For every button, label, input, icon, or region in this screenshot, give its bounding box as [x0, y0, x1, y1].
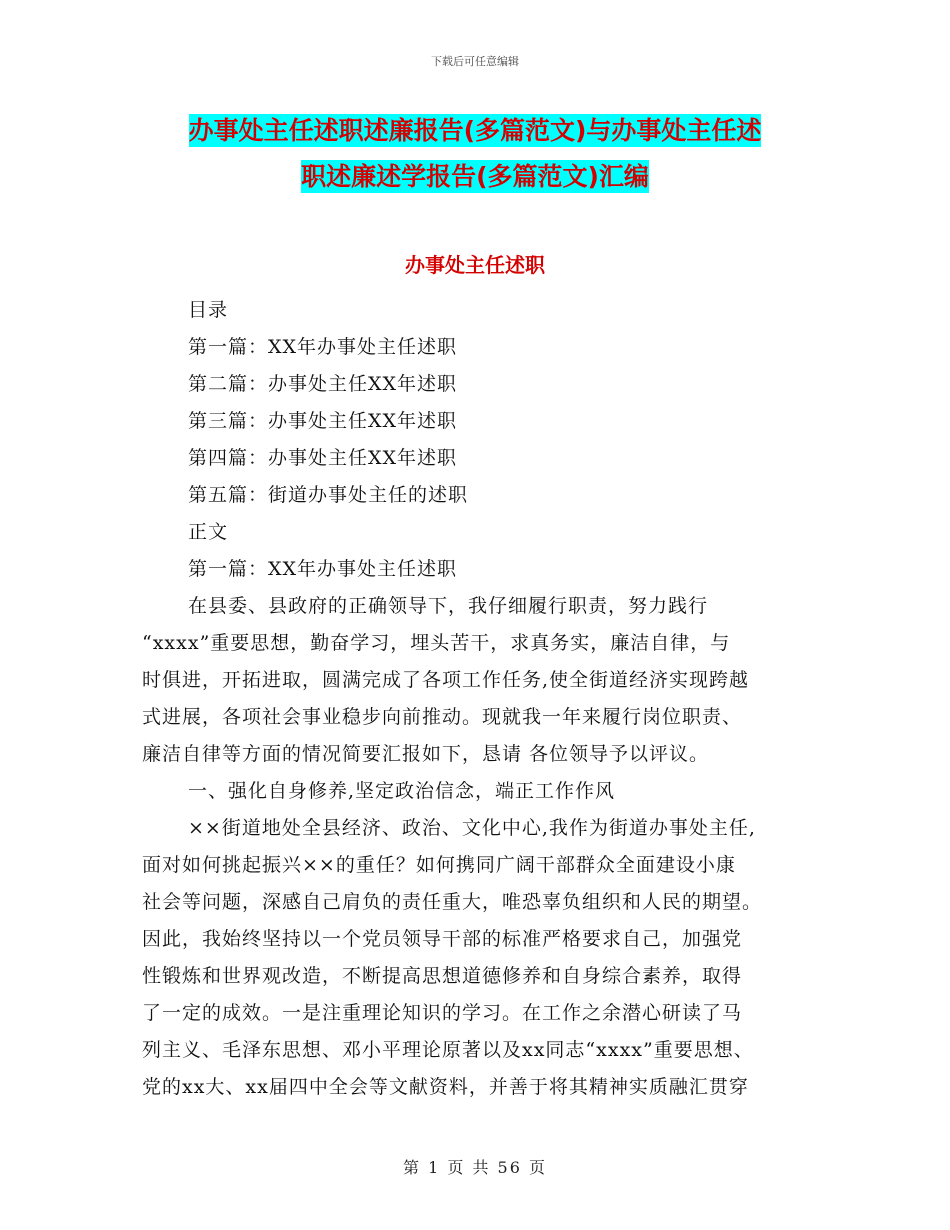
paragraph-line: ××街道地处全县经济、政治、文化中心,我作为街道办事处主任, — [188, 817, 756, 839]
paragraph-line: 列主义、毛泽东思想、邓小平理论原著以及xx同志“xxxx”重要思想、 — [142, 1039, 754, 1061]
paragraph-line: 面对如何挑起振兴××的重任？如何携同广阔干部群众全面建设小康 — [142, 854, 736, 876]
paragraph-line: 社会等问题，深感自己肩负的责任重大，唯恐辜负组织和人民的期望。 — [142, 891, 763, 913]
subsection-heading: 一、强化自身修养,坚定政治信念，端正工作作风 — [188, 780, 616, 802]
paragraph-line: 廉洁自律等方面的情况简要汇报如下，恳请 各位领导予以评议。 — [142, 743, 710, 765]
paragraph-line: 时俱进，开拓进取，圆满完成了各项工作任务,使全街道经济实现跨越 — [142, 669, 750, 691]
document-title-line-1: 办事处主任述职述廉报告(多篇范文)与办事处主任述 — [188, 116, 762, 145]
paragraph-line: 性锻炼和世界观改造，不断提高思想道德修养和自身综合素养，取得 — [142, 965, 743, 987]
paragraph-line: 在县委、县政府的正确领导下，我仔细履行职责，努力践行 — [188, 595, 709, 617]
document-title — [120, 108, 830, 200]
document-body — [142, 292, 822, 1106]
paragraph-line: 党的xx大、xx届四中全会等文献资料，并善于将其精神实质融汇贯穿 — [142, 1076, 749, 1098]
page-footer: 第 1 页 共 56 页 — [403, 1158, 547, 1177]
paragraph-line: 了一定的成效。一是注重理论知识的学习。在工作之余潜心研读了马 — [142, 1002, 743, 1024]
section-title: 办事处主任述职 — [405, 253, 545, 277]
paragraph-line: 因此，我始终坚持以一个党员领导干部的标准严格要求自己，加强党 — [142, 928, 743, 950]
paragraph-line: “xxxx”重要思想，勤奋学习，埋头苦干，求真务实，廉洁自律，与 — [142, 632, 731, 654]
header-note: 下载后可任意编辑 — [431, 55, 519, 68]
toc-heading: 目录 — [188, 299, 229, 321]
toc-item: 第五篇：街道办事处主任的述职 — [188, 484, 469, 506]
toc-item: 第一篇：XX年办事处主任述职 — [188, 336, 458, 358]
toc-item: 第二篇：办事处主任XX年述职 — [188, 373, 458, 395]
toc-item: 第三篇：办事处主任XX年述职 — [188, 410, 458, 432]
toc-item: 第四篇：办事处主任XX年述职 — [188, 447, 458, 469]
paragraph-line: 式进展，各项社会事业稳步向前推动。现就我一年来履行岗位职责、 — [142, 706, 743, 728]
body-heading: 正文 — [188, 521, 229, 543]
chapter-title: 第一篇：XX年办事处主任述职 — [188, 558, 458, 580]
document-title-line-2: 职述廉述学报告(多篇范文)汇编 — [301, 162, 649, 191]
